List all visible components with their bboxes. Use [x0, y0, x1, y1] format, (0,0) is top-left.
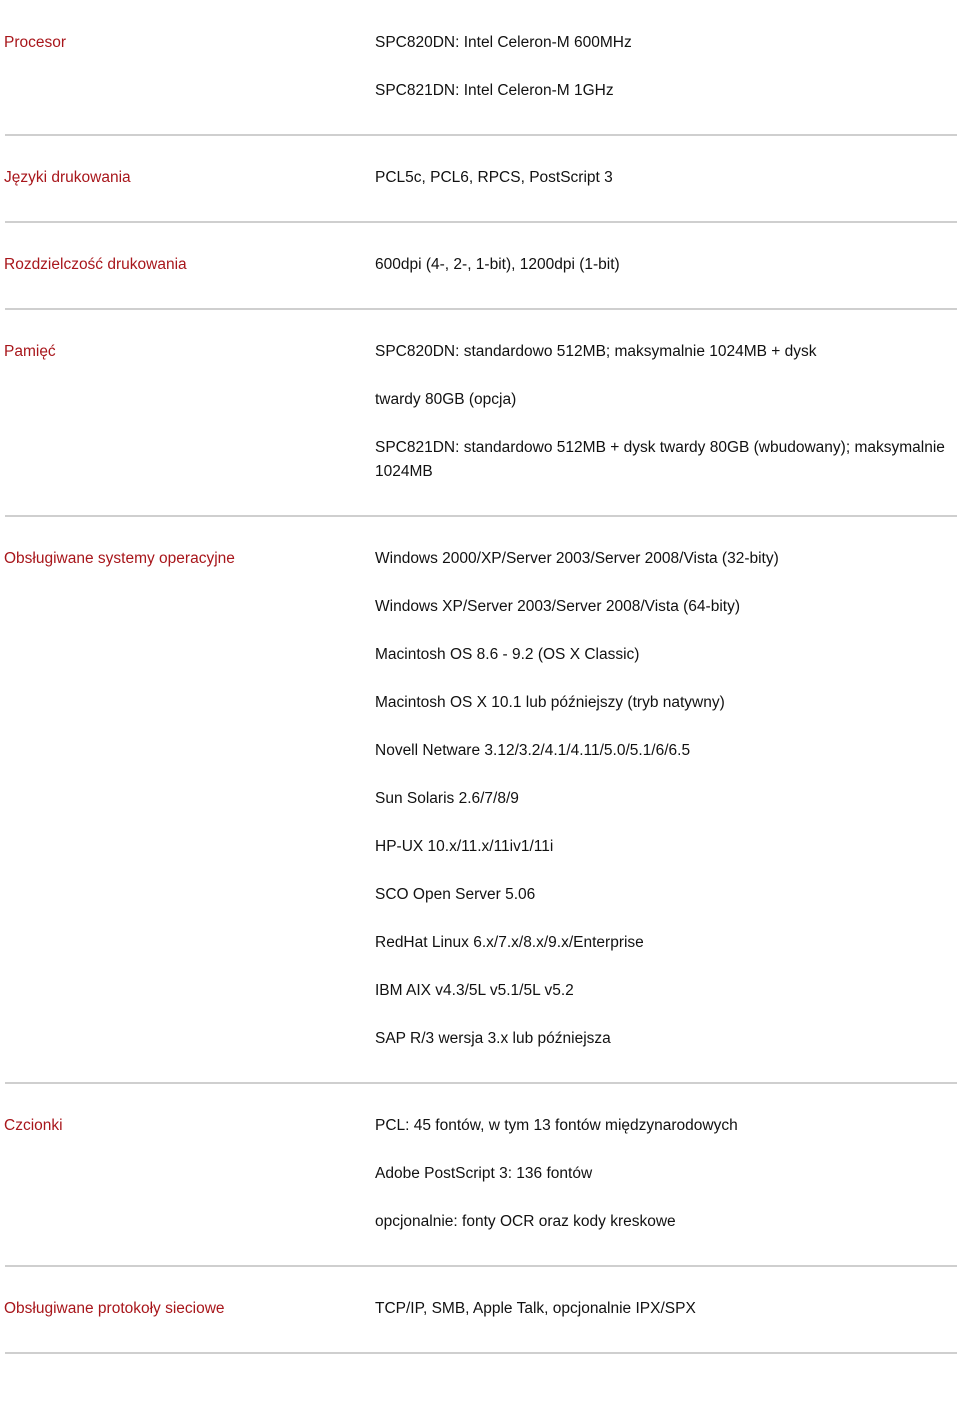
spec-value: Windows XP/Server 2003/Server 2008/Vista (64-bity) [375, 598, 740, 615]
spec-value: Novell Netware 3.12/3.2/4.1/4.11/5.0/5.1/6/6.5 [375, 742, 691, 759]
spec-value: SPC821DN: Intel Celeron-M 1GHz [375, 82, 614, 99]
spec-values [375, 253, 957, 277]
spec-values [375, 547, 957, 1051]
spec-value: PCL5c, PCL6, RPCS, PostScript 3 [375, 169, 613, 186]
spec-value: Macintosh OS 8.6 - 9.2 (OS X Classic) [375, 646, 640, 663]
spec-label: Języki drukowania [4, 169, 131, 186]
spec-value: IBM AIX v4.3/5L v5.1/5L v5.2 [375, 982, 574, 999]
spec-value: SPC821DN: standardowo 512MB + dysk twardy 80GB (wbudowany); maksymalnie 1024MB [375, 439, 945, 480]
spec-label: Obsługiwane systemy operacyjne [4, 550, 235, 567]
spec-label: Rozdzielczość drukowania [4, 256, 187, 273]
spec-values [375, 1114, 957, 1234]
spec-row-print-languages [5, 136, 957, 223]
spec-value: SCO Open Server 5.06 [375, 886, 536, 903]
spec-value: HP-UX 10.x/11.x/11iv1/11i [375, 838, 554, 855]
spec-row-print-resolution [5, 223, 957, 310]
spec-value: Sun Solaris 2.6/7/8/9 [375, 790, 519, 807]
spec-row-operating-systems [5, 517, 957, 1084]
spec-row-memory [5, 310, 957, 517]
spec-value: TCP/IP, SMB, Apple Talk, opcjonalnie IPX/SPX [375, 1300, 696, 1317]
spec-label: Pamięć [4, 343, 56, 360]
spec-row-network-protocols [5, 1267, 957, 1354]
spec-row-fonts [5, 1084, 957, 1267]
spec-label: Obsługiwane protokoły sieciowe [4, 1300, 225, 1317]
spec-value: PCL: 45 fontów, w tym 13 fontów międzynarodowych [375, 1117, 738, 1134]
spec-values [375, 340, 957, 484]
spec-value: SPC820DN: standardowo 512MB; maksymalnie 1024MB + dysk [375, 343, 817, 360]
spec-values [375, 1297, 957, 1321]
spec-values [375, 166, 957, 190]
spec-value: 600dpi (4-, 2-, 1-bit), 1200dpi (1-bit) [375, 256, 620, 273]
spec-value: RedHat Linux 6.x/7.x/8.x/9.x/Enterprise [375, 934, 644, 951]
spec-value: Windows 2000/XP/Server 2003/Server 2008/Vista (32-bity) [375, 550, 779, 567]
spec-value: Macintosh OS X 10.1 lub późniejszy (tryb natywny) [375, 694, 725, 711]
spec-label: Procesor [4, 34, 67, 51]
spec-value: Adobe PostScript 3: 136 fontów [375, 1165, 593, 1182]
spec-row-processor [5, 0, 957, 136]
spec-value: SAP R/3 wersja 3.x lub późniejsza [375, 1030, 611, 1047]
spec-values [375, 31, 957, 103]
spec-value: twardy 80GB (opcja) [375, 391, 517, 408]
spec-value: SPC820DN: Intel Celeron-M 600MHz [375, 34, 632, 51]
spec-value: opcjonalnie: fonty OCR oraz kody kreskowe [375, 1213, 676, 1230]
spec-label: Czcionki [4, 1117, 63, 1134]
